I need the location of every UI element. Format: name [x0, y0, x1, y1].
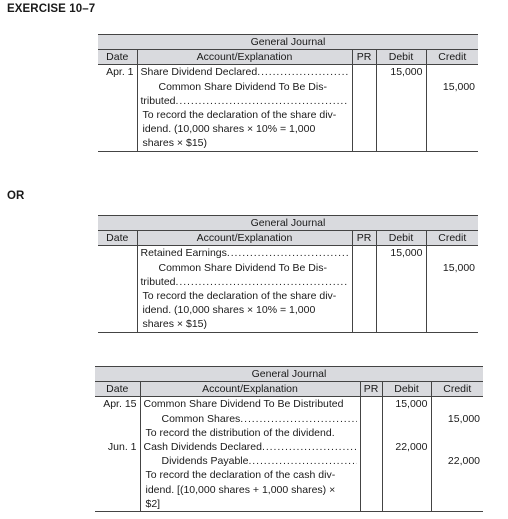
- header-debit: Debit: [382, 382, 431, 397]
- header-credit: Credit: [431, 382, 483, 397]
- header-date: Date: [95, 382, 140, 397]
- or-label: OR: [7, 190, 25, 202]
- explanation-line: $2]: [145, 497, 161, 510]
- debit-account: Cash Dividends Declared: [143, 441, 262, 454]
- credit-amount: 15,000: [442, 80, 476, 93]
- debit-account: Retained Earnings: [140, 247, 227, 260]
- header-credit: Credit: [426, 231, 478, 246]
- debit-amount: 22,000: [395, 441, 428, 454]
- credit-account: Dividends Payable: [161, 455, 249, 468]
- header-pr: PR: [360, 382, 382, 397]
- credit-account: Common Share Dividend To Be Dis-: [158, 261, 327, 274]
- credit-account-cont: tributed: [140, 94, 176, 107]
- journal-title: General Journal: [98, 216, 478, 231]
- explanation-line: To record the declaration of the share div-: [142, 109, 337, 122]
- credit-account: Common Share Dividend To Be Dis-: [158, 80, 327, 93]
- table-row: [95, 397, 483, 512]
- header-account: Account/Explanation: [137, 50, 352, 65]
- explanation-line: idend. (10,000 shares × 10% = 1,000: [142, 123, 316, 136]
- header-debit: Debit: [376, 231, 426, 246]
- header-date: Date: [98, 231, 137, 246]
- credit-amount: 22,000: [447, 455, 481, 468]
- leader-dots: [248, 454, 356, 468]
- leader-dots: [257, 65, 348, 79]
- debit-amount: 15,000: [390, 66, 423, 79]
- debit-amount: 15,000: [390, 247, 423, 260]
- credit-amount: 15,000: [447, 412, 481, 425]
- debit-account: Common Share Dividend To Be Distributed: [143, 398, 344, 411]
- header-debit: Debit: [376, 50, 426, 65]
- explanation-line: idend. (10,000 shares × 10% = 1,000: [142, 304, 316, 317]
- explanation-line: To record the distribution of the dividend.: [145, 426, 335, 439]
- header-pr: PR: [352, 231, 376, 246]
- table-row: [98, 65, 478, 151]
- entry-date: Apr. 15: [103, 398, 137, 411]
- entry-date: Jun. 1: [107, 441, 137, 454]
- header-account: Account/Explanation: [137, 231, 352, 246]
- pr-cell: [352, 65, 376, 151]
- pr-cell: [360, 397, 382, 512]
- journal-title: General Journal: [95, 367, 483, 382]
- explanation-line: To record the declaration of the share div-: [142, 290, 337, 303]
- explanation-line: To record the declaration of the cash div-: [145, 469, 336, 482]
- credit-amount: 15,000: [442, 261, 476, 274]
- leader-dots: [227, 246, 349, 260]
- credit-account: Common Shares: [161, 412, 241, 425]
- header-credit: Credit: [426, 50, 478, 65]
- entry-date: [98, 246, 137, 332]
- header-date: Date: [98, 50, 137, 65]
- credit-account-cont: tributed: [140, 275, 176, 288]
- debit-account: Share Dividend Declared: [140, 66, 258, 79]
- exercise-title: EXERCISE 10–7: [7, 3, 96, 15]
- leader-dots: [240, 412, 356, 426]
- debit-amount: 15,000: [395, 398, 428, 411]
- explanation-line: idend. [(10,000 shares + 1,000 shares) ×: [145, 483, 336, 496]
- leader-dots: [176, 275, 349, 289]
- leader-dots: [176, 94, 349, 108]
- explanation-line: shares × $15): [142, 137, 207, 150]
- leader-dots: [262, 440, 357, 454]
- entry-date: Apr. 1: [98, 65, 137, 151]
- journal-title: General Journal: [98, 35, 478, 50]
- journal-table-3: [95, 366, 483, 512]
- pr-cell: [352, 246, 376, 332]
- header-pr: PR: [352, 50, 376, 65]
- journal-table-2: [98, 215, 478, 333]
- journal-table-1: [98, 34, 478, 152]
- table-row: [98, 246, 478, 332]
- explanation-line: shares × $15): [142, 318, 207, 331]
- header-account: Account/Explanation: [140, 382, 360, 397]
